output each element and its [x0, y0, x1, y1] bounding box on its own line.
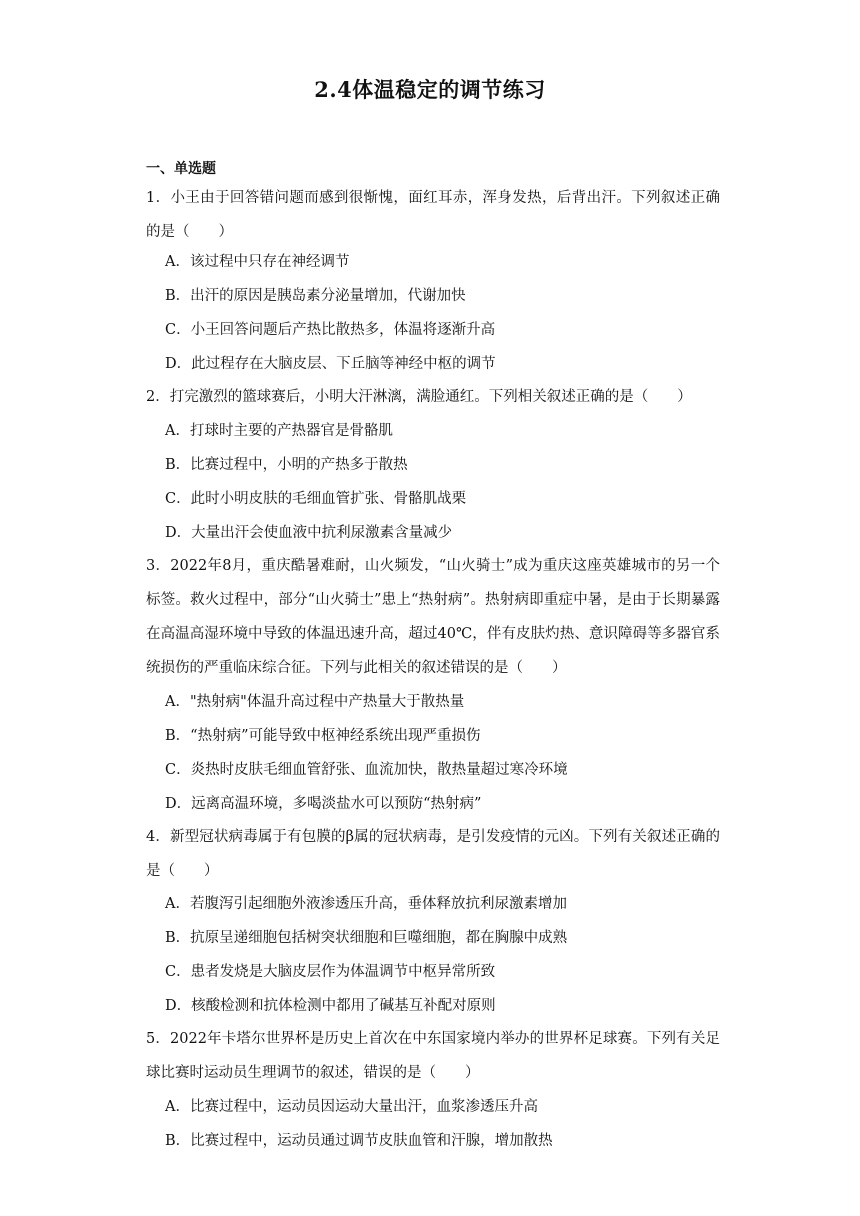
- question-1-option-a: A．该过程中只存在神经调节: [165, 254, 350, 270]
- question-3-option-c: C．炎热时皮肤毛细血管舒张、血流加快，散热量超过寒冷环境: [165, 762, 568, 778]
- question-5-option-a: A．比赛过程中，运动员因运动大量出汗，血浆渗透压升高: [165, 1099, 538, 1115]
- question-4-option-b: B．抗原呈递细胞包括树突状细胞和巨噬细胞，都在胸腺中成熟: [165, 930, 568, 946]
- question-2-option-b: B．比赛过程中，小明的产热多于散热: [165, 457, 408, 473]
- document-title: 2.4体温稳定的调节练习: [314, 77, 546, 102]
- question-3-option-d: D．远离高温环境，多喝淡盐水可以预防“热射病”: [165, 796, 482, 812]
- question-4-option-a: A．若腹泻引起细胞外液渗透压升高，垂体释放抗利尿激素增加: [165, 896, 567, 912]
- question-3-stem: 3．2022年8月，重庆酷暑难耐，山火频发，“山火骑士”成为重庆这座英雄城市的另一个标签。救火过程中，部分“山火骑士”患上“热射病”。热射病即重症中暑，是由于长期暴露在高温高湿环境中导致的体温迅速升高，超过40℃，伴有皮肤灼热、意识障碍等多器官系统损伤的严重临床综合征。下列与此相关的叙述错误的是（ ）: [146, 558, 720, 676]
- question-1-option-c: C．小王回答问题后产热比散热多，体温将逐渐升高: [165, 322, 496, 338]
- section-heading: 一、单选题: [146, 161, 216, 177]
- question-2-stem: 2．打完激烈的篮球赛后，小明大汗淋漓，满脸通红。下列相关叙述正确的是（ ）: [146, 389, 692, 405]
- question-3-option-a: A．"热射病"体温升高过程中产热量大于散热量: [165, 694, 465, 710]
- question-1-stem: 1．小王由于回答错问题而感到很惭愧，面红耳赤，浑身发热，后背出汗。下列叙述正确的是（ ）: [146, 190, 720, 240]
- question-2-option-c: C．此时小明皮肤的毛细血管扩张、骨骼肌战栗: [165, 491, 467, 507]
- question-1-option-d: D．此过程存在大脑皮层、下丘脑等神经中枢的调节: [165, 356, 496, 372]
- question-3-option-b: B．“热射病”可能导致中枢神经系统出现严重损伤: [165, 728, 481, 744]
- question-4-stem: 4．新型冠状病毒属于有包膜的β属的冠状病毒，是引发疫情的元凶。下列有关叙述正确的是（ ）: [146, 829, 720, 879]
- question-5-stem: 5．2022年卡塔尔世界杯是历史上首次在中东国家境内举办的世界杯足球赛。下列有关足球比赛时运动员生理调节的叙述，错误的是（ ）: [146, 1031, 720, 1081]
- question-1-option-b: B．出汗的原因是胰岛素分泌量增加，代谢加快: [165, 288, 466, 304]
- question-2-option-a: A．打球时主要的产热器官是骨骼肌: [165, 423, 393, 439]
- question-4-option-c: C．患者发烧是大脑皮层作为体温调节中枢异常所致: [165, 964, 496, 980]
- question-5-option-b: B．比赛过程中，运动员通过调节皮肤血管和汗腺，增加散热: [165, 1133, 553, 1149]
- question-2-option-d: D．大量出汗会使血液中抗利尿激素含量减少: [165, 525, 453, 541]
- question-4-option-d: D．核酸检测和抗体检测中都用了碱基互补配对原则: [165, 998, 496, 1014]
